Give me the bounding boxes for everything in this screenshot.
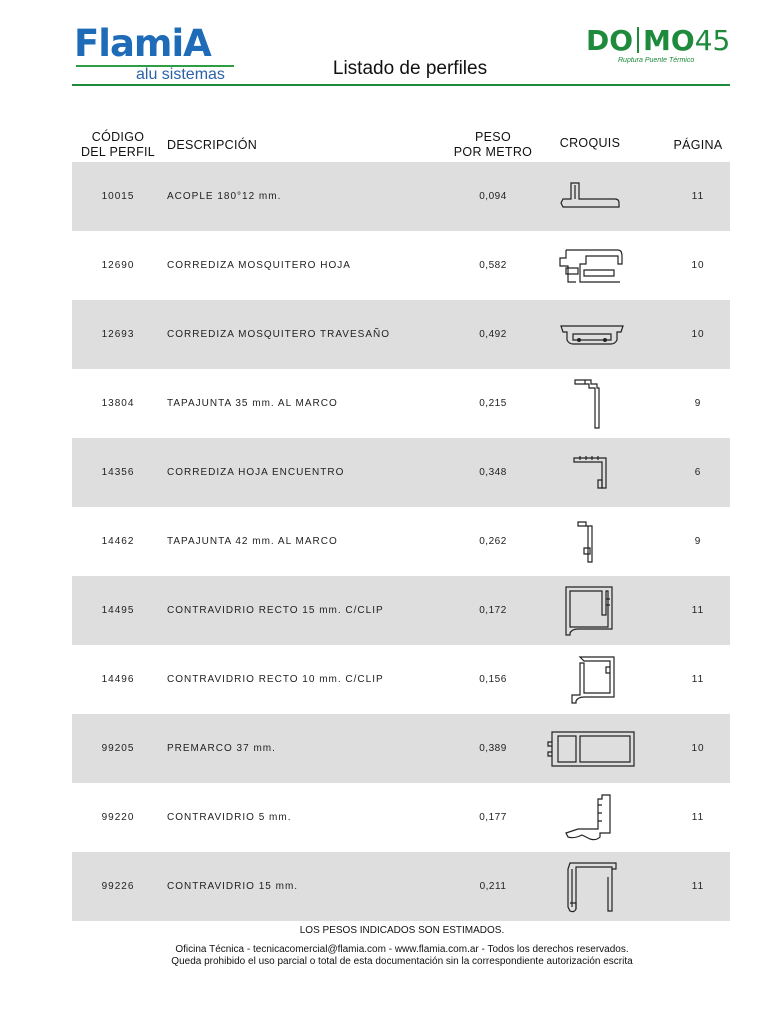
table-row xyxy=(72,507,730,576)
contravidrio-15b-profile-sketch xyxy=(542,852,642,921)
profile-code: 14495 xyxy=(101,605,135,616)
acople-profile-sketch xyxy=(542,162,642,231)
profile-page: 11 xyxy=(691,812,705,823)
profile-description: CONTRAVIDRIO 15 mm. xyxy=(167,881,299,892)
profile-code: 14356 xyxy=(101,467,135,478)
profile-weight: 0,156 xyxy=(479,674,507,685)
profile-description: CONTRAVIDRIO RECTO 15 mm. C/CLIP xyxy=(167,605,384,616)
profile-code: 10015 xyxy=(101,191,135,202)
table-row xyxy=(72,438,730,507)
tapajunta-42-profile-sketch xyxy=(542,507,642,576)
profile-description: TAPAJUNTA 35 mm. AL MARCO xyxy=(167,398,338,409)
profile-code: 12693 xyxy=(101,329,135,340)
profile-code: 13804 xyxy=(101,398,135,409)
header-divider xyxy=(72,84,730,86)
domo45-tagline: Ruptura Puente Térmico xyxy=(618,57,695,64)
profile-code: 99226 xyxy=(101,881,135,892)
logo-main-text: FlamiA xyxy=(74,22,211,65)
profile-weight: 0,094 xyxy=(479,191,507,202)
header-page: PÁGINA xyxy=(673,138,723,152)
profile-code: 14462 xyxy=(101,536,135,547)
profile-description: CORREDIZA MOSQUITERO HOJA xyxy=(167,260,351,271)
profile-page: 11 xyxy=(691,191,705,202)
contravidrio-5-profile-sketch xyxy=(542,783,642,852)
table-row xyxy=(72,852,730,921)
profile-description: CORREDIZA HOJA ENCUENTRO xyxy=(167,467,345,478)
footer-note: LOS PESOS INDICADOS SON ESTIMADOS. xyxy=(299,925,505,936)
header-weight: PESO POR METRO xyxy=(453,130,533,159)
logo-subtitle: alu sistemas xyxy=(136,66,225,83)
profile-weight: 0,492 xyxy=(479,329,507,340)
header-sketch: CROQUIS xyxy=(559,136,621,150)
tapajunta-35-profile-sketch xyxy=(542,369,642,438)
profile-page: 6 xyxy=(694,467,702,478)
profile-weight: 0,582 xyxy=(479,260,507,271)
profile-weight: 0,348 xyxy=(479,467,507,478)
table-row xyxy=(72,300,730,369)
profile-code: 99205 xyxy=(101,743,135,754)
table-row xyxy=(72,576,730,645)
profile-weight: 0,262 xyxy=(479,536,507,547)
profile-code: 99220 xyxy=(101,812,135,823)
profile-description: ACOPLE 180°12 mm. xyxy=(167,191,282,202)
table-row xyxy=(72,369,730,438)
footer-contact: Oficina Técnica - tecnicacomercial@flamia.com - www.flamia.com.ar - Todos los derechos reservados. xyxy=(175,944,629,955)
profile-page: 11 xyxy=(691,674,705,685)
profile-page: 10 xyxy=(691,329,705,340)
header-code: CÓDIGO DEL PERFIL xyxy=(80,130,156,159)
table-row xyxy=(72,714,730,783)
profile-code: 14496 xyxy=(101,674,135,685)
premarco-profile-sketch xyxy=(542,714,642,783)
profile-weight: 0,177 xyxy=(479,812,507,823)
table-row xyxy=(72,231,730,300)
table-row xyxy=(72,783,730,852)
profile-page: 10 xyxy=(691,743,705,754)
profile-description: CONTRAVIDRIO RECTO 10 mm. C/CLIP xyxy=(167,674,384,685)
table-row xyxy=(72,162,730,231)
footer-rights: Queda prohibido el uso parcial o total de esta documentación sin la correspondiente autorización escrita xyxy=(171,956,633,967)
profile-description: CORREDIZA MOSQUITERO TRAVESAÑO xyxy=(167,329,390,340)
profile-description: CONTRAVIDRIO 5 mm. xyxy=(167,812,292,823)
mosquitero-travesano-profile-sketch xyxy=(542,300,642,369)
mosquitero-hoja-profile-sketch xyxy=(542,231,642,300)
contravidrio-15-profile-sketch xyxy=(542,576,642,645)
table-row xyxy=(72,645,730,714)
profile-page: 11 xyxy=(691,881,705,892)
page-title: Listado de perfiles xyxy=(332,58,488,79)
profile-description: TAPAJUNTA 42 mm. AL MARCO xyxy=(167,536,338,547)
hoja-encuentro-profile-sketch xyxy=(542,438,642,507)
profile-page: 10 xyxy=(691,260,705,271)
contravidrio-10-profile-sketch xyxy=(542,645,642,714)
profile-weight: 0,211 xyxy=(479,881,507,892)
profile-description: PREMARCO 37 mm. xyxy=(167,743,276,754)
profile-page: 9 xyxy=(694,398,702,409)
profile-weight: 0,215 xyxy=(479,398,507,409)
profile-weight: 0,389 xyxy=(479,743,507,754)
profile-weight: 0,172 xyxy=(479,605,507,616)
header-description: DESCRIPCIÓN xyxy=(167,138,258,152)
profile-code: 12690 xyxy=(101,260,135,271)
profile-page: 11 xyxy=(691,605,705,616)
domo45-wordmark: DO MO45 xyxy=(586,24,731,57)
profile-page: 9 xyxy=(694,536,702,547)
